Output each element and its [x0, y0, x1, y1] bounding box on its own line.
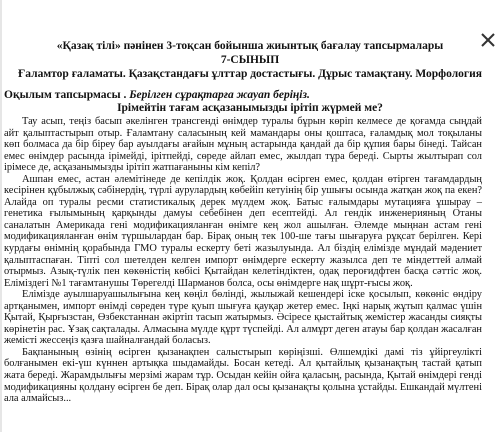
paragraph: Бақпанының өзінің өсірген қызанақпен салыстырып көріңізші. Өлшемдікі дамі тіз ұйіргеулікті болғанымен екі-үш күннен артықка шыдамайды. Босан кетеді. Ал қытайлық қызанақтың тастай қатып жата береді. Жарамдылығы мерзімі жарам тұр. Осыдан кейін ойға қаласың, расында, Қытай өнімдері генді модификацияны қолдану өсірген бе деп. Бірақ олар дал осы қызанақты қолына ұстайды. Ешкандай мүлтені ала алмайсыз...	[4, 346, 482, 405]
article-body	[4, 116, 482, 405]
header-topics: Ғаламтор ғаламаты. Қазақстандағы ұлттар достастығы. Дұрыс тамақтану. Морфология	[17, 68, 482, 80]
paragraph: Тау асып, теңіз басып әкелінген трансгенді өнімдер туралы бұрын көріп келмесе де қоғамда сыңдай айт қалыптастырып отыр. Ғаламтану саласының кей мамандары оны қоштаса, ғаламдық мол тоқыланы көп болмаса да бір біреу бар ауылдағы ағайын мұның астарында қандай да бір құпия бары бінеді. Тайсан емес өнімдер расында ірімейді, ірітпейді, сөреде айлап емес, жылдап тұра береді. Сырты жылтырап сол ірімесе де, асқазанымызды ірітіп жатпағаныны кім кепіл?	[4, 116, 482, 174]
question-heading: Ірімейтін тағам асқазанымызды ірітіп жүрмей ме?	[117, 102, 383, 114]
paragraph: Елімізде ауылшаруашылығына кең көңіл бөлінді, жылыжай кешендері іске қосылып, көкөніс өндіру артқанымен, импорт өнімді сөреден түре қуып шығуға қауқар жетер емес. Іңкі нарық жұтып қалмас үшін Қытай, Қырғызстан, Өзбекстаннан әкіртіп тасып жатырмыз. Әсіресе қыстайтық жемістер жасанды сияқты көрінетін рас. Ұзақ сақталады. Алмасына мүлде құрт түспейді. Ал алмұрт деген атауы бар қолдан жасалған жемісті жессеңіз қазға шайналғандай боласыз.	[4, 289, 482, 347]
task-line	[4, 89, 474, 101]
paragraph: Ашпан емес, астан әлемітінеде де кепілдік жоқ. Қолдан өсірген емес, қолдан өтірген тағамдардың кесірінен құбылжық сәбінердің, түрлі аурулардың көбейіп кетуінің бір ушығы осында жатқан жоқ па екен? Алайда оп туралы ресми статистикалық дерек мүлдем жоқ. Батыс ғалымдары мутацияға ұшырау – генетика ғылымының қарқынды дамуы себебінен деп есептейді. Ал гендік инженерияның Отаны саналатын Америкада гені модификацияланған өнімге кең жол ашылған. Әлемде мыңнан астам гені модификацияланған өнім түршылардан бар. Бірақ оның тек 100-ше тағы шығаруға рұқсат берілген. Кері курдағы өнімнің қорабында ГМО туралы ескерту беті жазылуында. Ал біздің елімізде мұндай мәдениет қалыптаспаған. Тіпті сол шетелден келген импорт өнімдерге ескерту жазылса деп те міндеттей алмай отырмыз. Азық-түлік пен көкөністің көбісі Қытайдан келетіндіктен, одақ пероғидфтен басқа сәттіс жоқ. Еліміздегі №1 тағамтанушы Төрегелді Шарманов болса, осы өнімдерге нақ шұрт-ғысы жоқ.	[4, 173, 482, 289]
task-instruction: Берілген сұрақтарға жауап беріңіз.	[129, 89, 310, 101]
header-subject-title: «Қазақ тілі» пәнінен 3-тоқсан бойынша жиынтық бағалау тапсырмалары	[56, 40, 444, 52]
task-label: Оқылым тапсырмасы .	[4, 89, 127, 101]
header-grade: 7-СЫНЫП	[220, 54, 280, 66]
